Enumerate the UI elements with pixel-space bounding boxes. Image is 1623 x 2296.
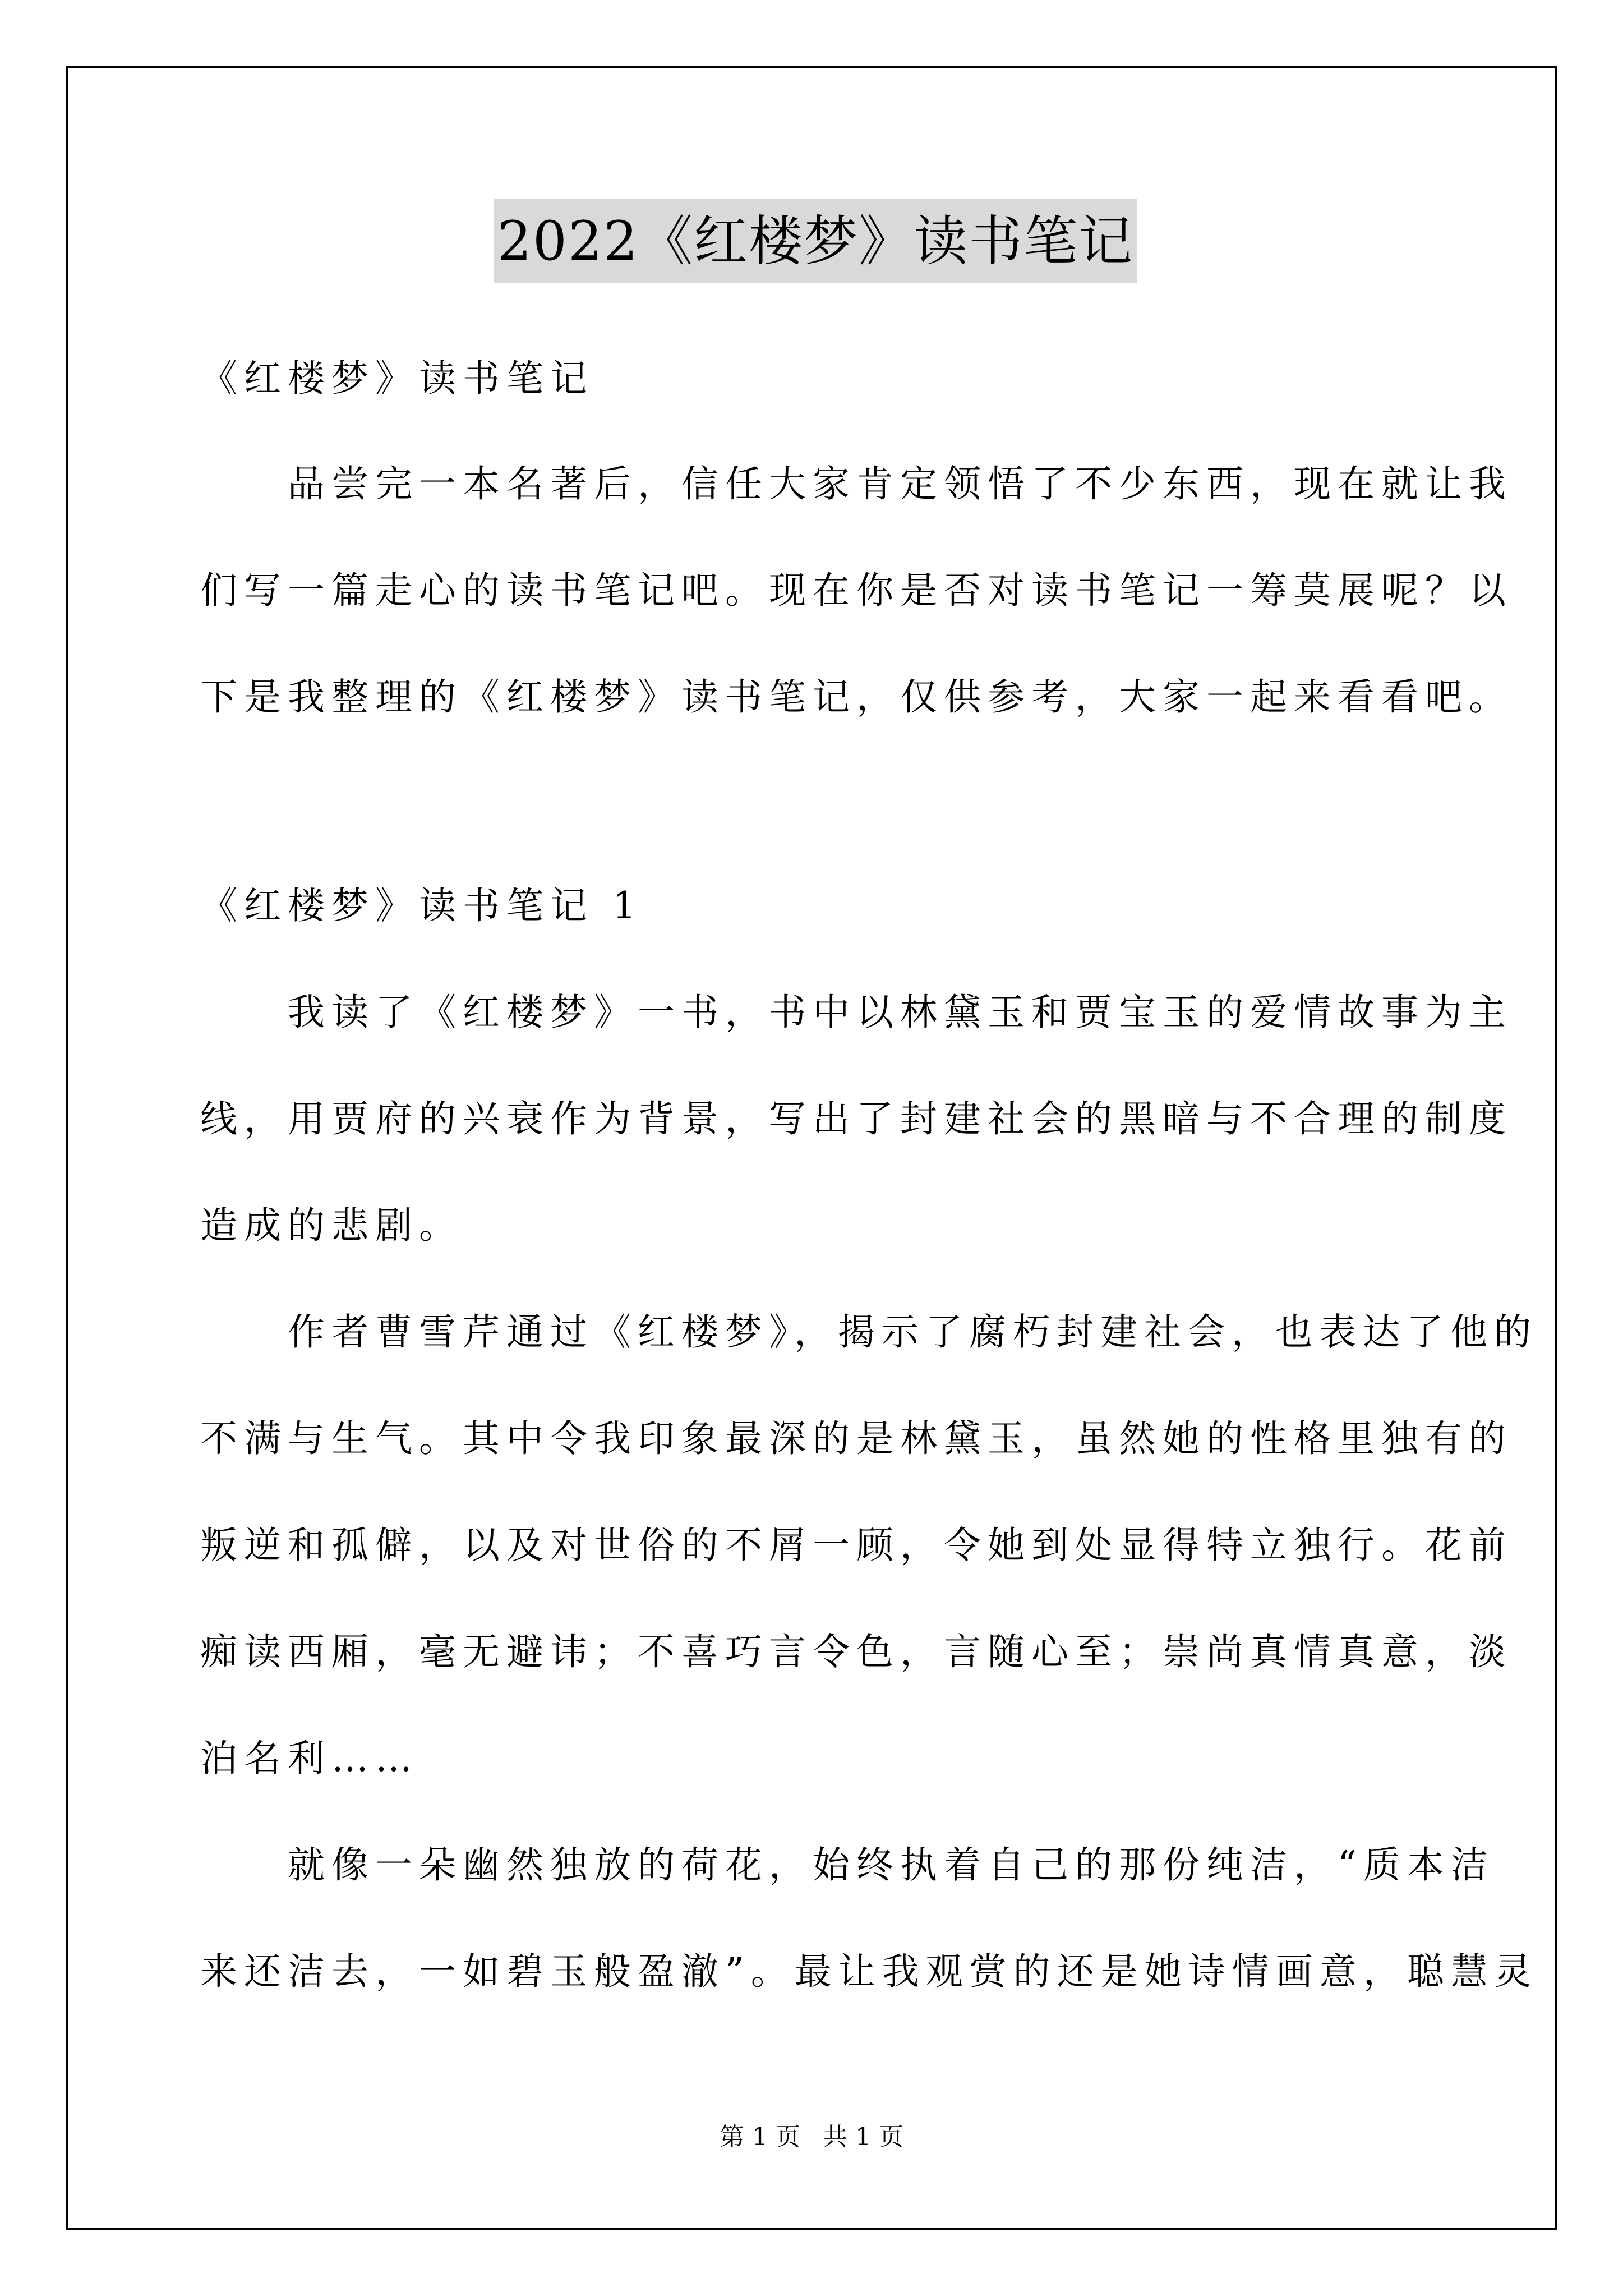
- document-title: 2022《红楼梦》读书笔记: [494, 199, 1137, 283]
- title-container: [200, 199, 1431, 283]
- paragraph-line: 们写一篇走心的读书笔记吧。现在你是否对读书笔记一筹莫展呢？以: [200, 569, 1513, 612]
- paragraph-line: 品尝完一本名著后，信任大家肯定领悟了不少东西，现在就让我: [200, 462, 1513, 505]
- paragraph-line: 就像一朵幽然独放的荷花，始终执着自己的那份纯洁，“质本洁: [200, 1843, 1495, 1887]
- paragraph-line: 痴读西厢，毫无避讳；不喜巧言令色，言随心至；崇尚真情真意，淡: [200, 1630, 1513, 1673]
- paragraph-line: 叛逆和孤僻，以及对世俗的不屑一顾，令她到处显得特立独行。花前: [200, 1524, 1513, 1567]
- paragraph-line: 造成的悲剧。: [200, 1204, 463, 1247]
- paragraph-line: 我读了《红楼梦》一书，书中以林黛玉和贾宝玉的爱情故事为主: [200, 991, 1513, 1034]
- paragraph-line: 泊名利……: [200, 1737, 419, 1780]
- paragraph-line: 不满与生气。其中令我印象最深的是林黛玉，虽然她的性格里独有的: [200, 1417, 1513, 1460]
- paragraph-line: 线，用贾府的兴衰作为背景，写出了封建社会的黑暗与不合理的制度: [200, 1097, 1513, 1140]
- section-heading: 《红楼梦》读书笔记 1: [200, 884, 643, 927]
- page-count: 共 1 页: [823, 2123, 903, 2151]
- page-footer: [0, 2120, 1623, 2154]
- paragraph-line: 作者曹雪芹通过《红楼梦》，揭示了腐朽封建社会，也表达了他的: [200, 1310, 1538, 1354]
- page-number: 第 1 页: [720, 2123, 800, 2151]
- paragraph-line: 来还洁去，一如碧玉般盈澈”。最让我观赏的还是她诗情画意，聪慧灵: [200, 1950, 1538, 1993]
- section-heading: 《红楼梦》读书笔记: [200, 357, 594, 400]
- paragraph-line: 下是我整理的《红楼梦》读书笔记，仅供参考，大家一起来看看吧。: [200, 675, 1513, 719]
